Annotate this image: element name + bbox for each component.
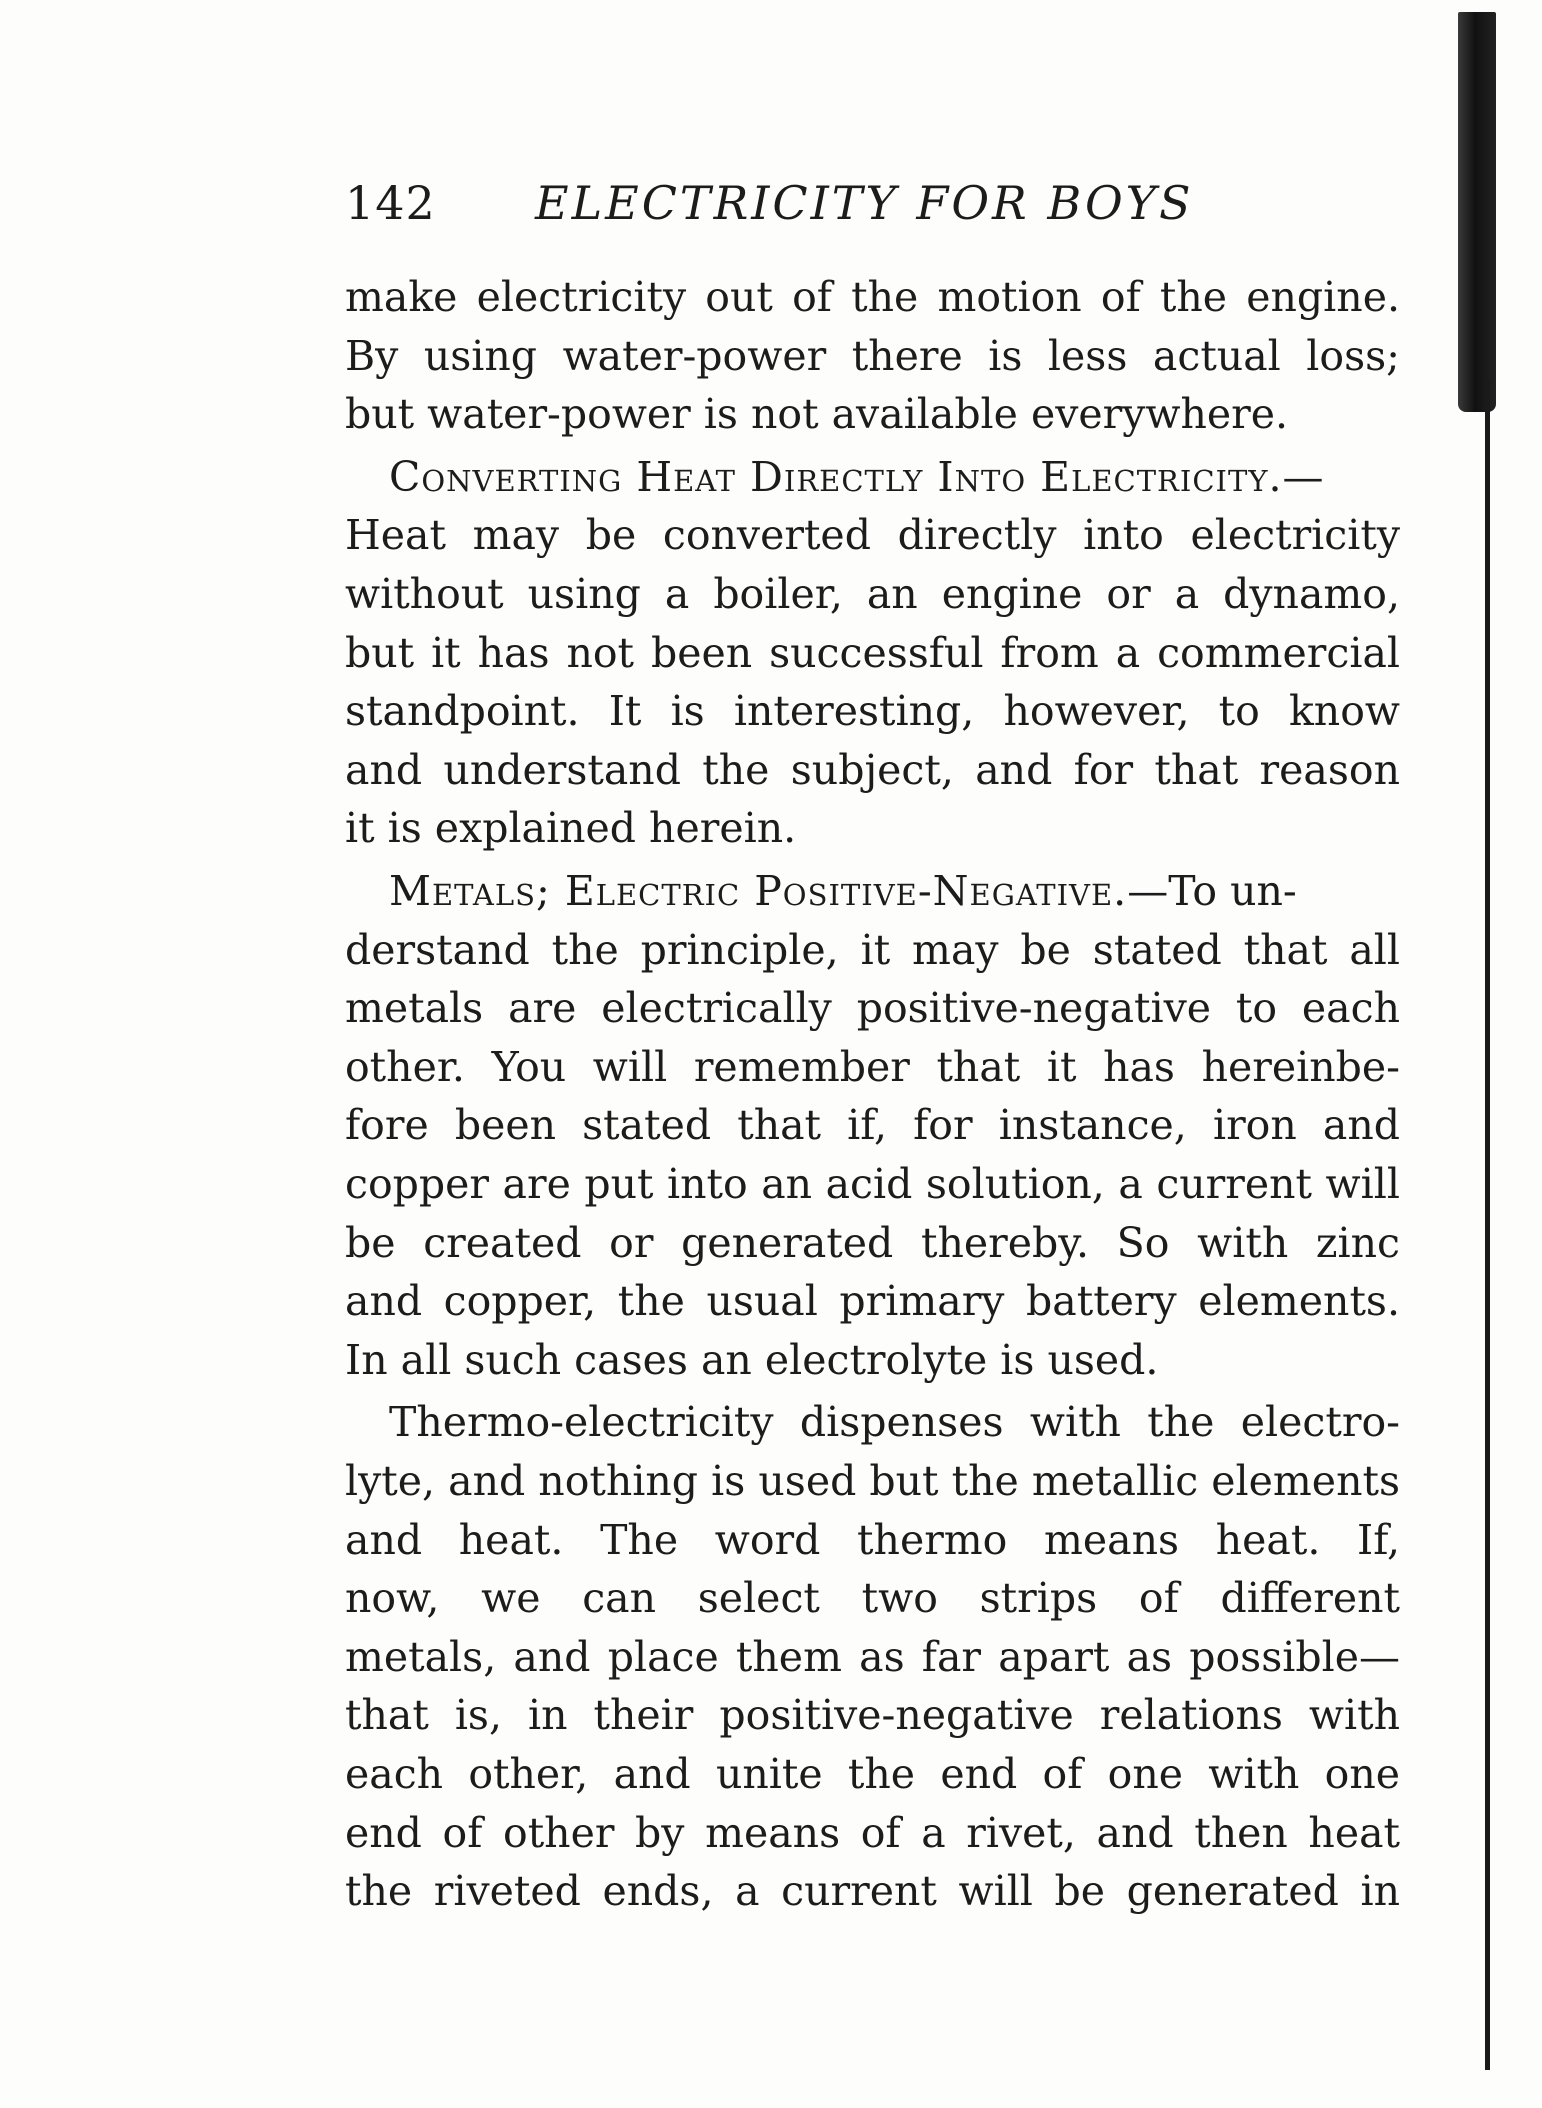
text-line: By using water-power there is less actual loss; [345, 331, 1400, 380]
running-head [345, 176, 1205, 236]
text-line: Thermo-electricity dispenses with the electro- [389, 1398, 1400, 1447]
text-line: metals are electrically positive-negative to each [345, 984, 1400, 1033]
text-line: and understand the subject, and for that reason [345, 745, 1400, 794]
text-line: end of other by means of a rivet, and then heat [345, 1808, 1400, 1857]
scan-binding-edge [1458, 12, 1496, 412]
text-line: fore been stated that if, for instance, iron and [345, 1101, 1400, 1150]
page-number: 142 [345, 176, 436, 230]
text-line: In all such cases an electrolyte is used. [345, 1335, 1159, 1384]
text-line: Heat may be converted directly into electricity [345, 511, 1400, 560]
heading-line [345, 862, 1400, 920]
text-line: other. You will remember that it has hereinbe- [345, 1042, 1400, 1091]
text-line: be created or generated thereby. So with zinc [345, 1218, 1400, 1267]
text-line: lyte, and nothing is used but the metallic elements [345, 1457, 1400, 1505]
text-line: each other, and unite the end of one with one [345, 1750, 1400, 1798]
text-line: and heat. The word thermo means heat. If, [345, 1515, 1400, 1564]
text-line: metals, and place them as far apart as possible— [345, 1632, 1400, 1681]
scan-binding-line [1485, 380, 1490, 2070]
text-line: without using a boiler, an engine or a dynamo, [345, 570, 1400, 618]
section-heading: Metals; Electric Positive-Negative. [389, 867, 1128, 915]
section-heading: Converting Heat Directly Into Electricity.— [389, 452, 1325, 501]
text-line: copper are put into an acid solution, a current will [345, 1160, 1400, 1208]
text-line: and copper, the usual primary battery elements. [345, 1277, 1400, 1326]
text-line: now, we can select two strips of different [345, 1574, 1400, 1623]
book-title: ELECTRICITY FOR BOYS [535, 176, 1194, 230]
text-line: but it has not been successful from a commercial [345, 628, 1400, 677]
text-fragment: —To un- [1127, 867, 1297, 915]
text-line: derstand the principle, it may be stated that all [345, 925, 1400, 974]
text-line: it is explained herein. [345, 804, 797, 853]
text-line: the riveted ends, a current will be generated in [345, 1867, 1400, 1916]
text-line: that is, in their positive-negative relations with [345, 1691, 1400, 1740]
text-line: standpoint. It is interesting, however, to know [345, 687, 1400, 736]
text-line: make electricity out of the motion of the engine. [345, 273, 1400, 321]
text-line: but water-power is not available everywhere. [345, 390, 1289, 439]
